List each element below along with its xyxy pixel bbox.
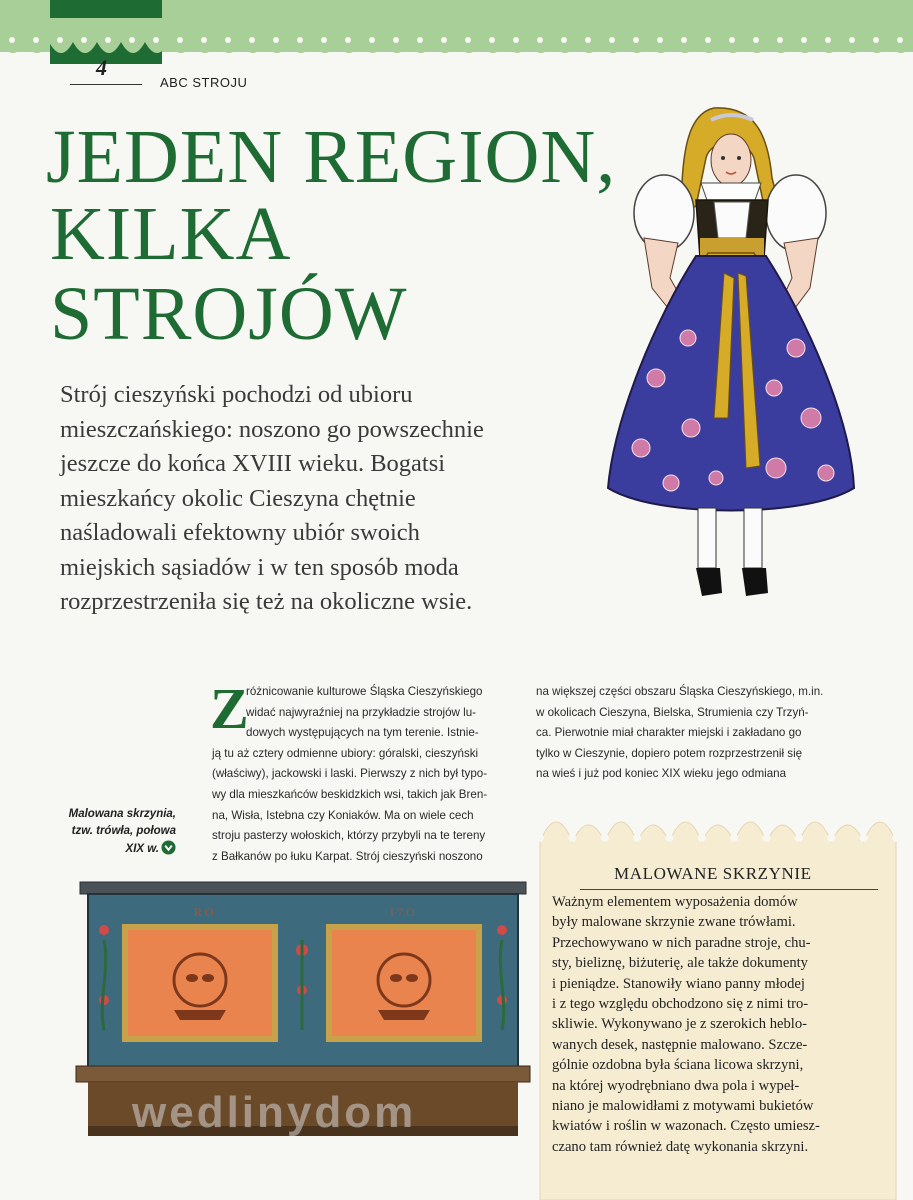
lead-line: Strój cieszyński pochodzi od ubioru — [60, 381, 413, 408]
body-line: stroju pasterzy wołoskich, którzy przybyli na te tereny — [212, 829, 486, 843]
sidebar-rule — [580, 889, 878, 890]
page-title-line-1: JEDEN REGION, — [46, 115, 617, 199]
body-line: (właściwy), jackowski i laski. Pierwszy z nich był typo- — [212, 767, 488, 781]
body-line: na większej części obszaru Śląska Cieszyńskiego, m.in. — [536, 685, 824, 698]
lead-line: miejskich sąsiadów i w ten sposób moda — [60, 553, 459, 581]
lace-border — [0, 18, 913, 74]
sidebar-line: gólnie ozdobna była ściana licowa skrzyni, — [552, 1057, 804, 1074]
sidebar-line: kwiatów i roślin w wazonach. Często umiesz- — [552, 1118, 820, 1135]
body-line: różnicowanie kulturowe Śląska Cieszyńskiego — [246, 685, 483, 698]
sidebar-line: niano je malowidłami z motywami bukietów — [552, 1098, 814, 1115]
caption-line: tzw. trówła, połowa — [71, 825, 176, 837]
body-line: na wieś i już pod koniec XIX wieku jego odmiana — [536, 767, 787, 781]
body-line: tylko w Cieszynie, dopiero potem rozprzestrzenił się — [536, 746, 803, 760]
arrow-down-circle-icon — [161, 840, 176, 855]
body-line: z Bałkanów po łuku Karpat. Strój cieszyński noszono — [212, 849, 483, 863]
image-caption — [26, 806, 176, 858]
sidebar-line: i pieniądze. Stanowiły wiano panny młodej — [552, 975, 805, 992]
body-line: wy dla mieszkańców beskidzkich wsi, takich jak Bren- — [212, 787, 488, 801]
caption-line: Malowana skrzynia, — [68, 808, 176, 820]
header-rule — [70, 84, 142, 85]
sidebar-line: na której wyodrębniano dwa pola i wypeł- — [552, 1077, 800, 1094]
sidebar-line: Przechowywano w nich paradne stroje, chu- — [552, 934, 811, 951]
sidebar-line: sty, bieliznę, biżuterię, ale także dokumenty — [552, 955, 808, 972]
body-line: ją tu aż cztery odmienne ubiory: góralski, cieszyński — [212, 746, 479, 760]
lead-line: naśladowali efektowny ubiór swoich — [60, 519, 420, 546]
body-line: ca. Pierwotnie miał charakter miejski i zakładano go — [536, 726, 802, 740]
sidebar-line: były malowane skrzynie zwane trówłami. — [552, 914, 796, 931]
body-line: widać najwyraźniej na przykładzie strojów lu- — [246, 705, 477, 719]
body-line: w okolicach Cieszyna, Bielska, Strumienia czy Trzyń- — [536, 705, 809, 719]
page-title-line-3: STROJÓW — [50, 272, 408, 356]
sidebar-line: i z tego względu obchodzono się z nimi tro- — [552, 996, 809, 1013]
folk-costume-illustration — [596, 88, 876, 608]
lead-line: mieszczańskiego: noszono go powszechnie — [60, 415, 484, 443]
page-number: 4 — [96, 55, 107, 80]
sidebar-title: MALOWANE SKRZYNIE — [614, 864, 812, 883]
lead-line: mieszkańcy okolic Cieszyna chętnie — [60, 484, 416, 512]
svg-text:I 7 O: I 7 O — [390, 905, 415, 919]
watermark: wedlinydom — [132, 1088, 417, 1137]
lead-line: jeszcze do końca XVIII wieku. Bogatsi — [60, 450, 446, 477]
lead-paragraph — [60, 378, 550, 620]
page-title-line-2: KILKA — [50, 192, 292, 276]
body-column-2 — [536, 682, 846, 785]
sidebar-text — [552, 892, 872, 1157]
body-column-1 — [210, 676, 530, 867]
drop-cap: Z — [210, 676, 249, 741]
caption-line: XIX w. — [125, 843, 159, 855]
sidebar-line: skliwie. Wykonywano je z szerokich heblo- — [552, 1016, 807, 1033]
body-line: dowych występujących na tym terenie. Istnie- — [246, 726, 479, 740]
svg-text:R O: R O — [194, 905, 214, 919]
sidebar-line: czano tam również datę wykonania skrzyni. — [552, 1138, 809, 1155]
sidebar-line: Ważnym elementem wyposażenia domów — [552, 894, 798, 910]
body-line: na, Wisła, Istebna czy Koniaków. Ma on wiele cech — [212, 808, 474, 822]
sidebar-line: wanych desek, następnie malowano. Szcze- — [552, 1036, 808, 1053]
section-label: ABC STROJU — [160, 75, 248, 90]
lead-line: rozprzestrzeniła się też na okoliczne wsie. — [60, 588, 473, 615]
